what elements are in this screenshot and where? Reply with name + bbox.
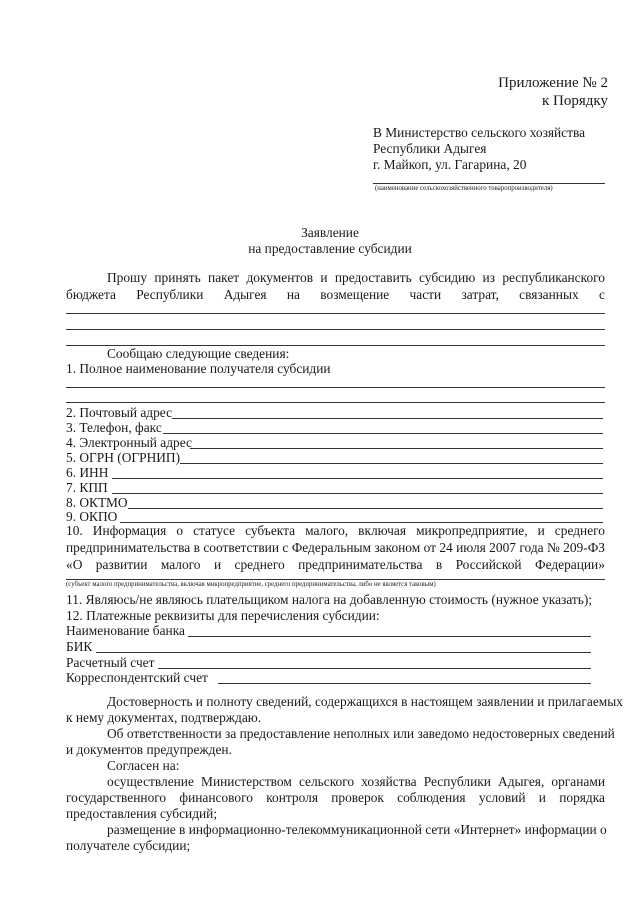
document-subtitle: на предоставление субсидии <box>248 241 412 256</box>
info-intro: Сообщаю следующие сведения: <box>107 346 290 361</box>
item-ogrn: 5. ОГРН (ОГРНИП) <box>66 450 181 465</box>
sme-word: малого <box>160 557 201 572</box>
request-line-1: Прошу принять пакет документов и предоставить субсидию из республиканского <box>107 270 605 285</box>
addressee-line-1: В Министерство сельского хозяйства <box>373 125 586 140</box>
confirm-p1-line-2: к нему документах, подтверждаю. <box>66 710 262 725</box>
item-postal-address: 2. Почтовый адрес <box>66 405 173 420</box>
account-label: Расчетный счет <box>66 655 155 670</box>
applicant-name-caption: (наименование сельскохозяйственного товаропроизводителя) <box>375 185 553 192</box>
request-fill-line-1 <box>66 313 605 314</box>
corr-account-line <box>218 683 591 684</box>
request-word: связанных <box>519 287 579 302</box>
inn-line <box>112 478 603 479</box>
item-oktmo: 8. ОКТМО <box>66 495 128 510</box>
item-inn: 6. ИНН <box>66 465 109 480</box>
sme-word: Российской <box>455 557 522 572</box>
oktmo-line <box>128 508 603 509</box>
appendix-number: Приложение № 2 <box>498 75 608 91</box>
addressee-line-2: Республики Адыгея <box>373 141 487 156</box>
confirm-p3-line-3: предоставления субсидий; <box>66 806 218 821</box>
sme-word: среднего <box>234 557 285 572</box>
request-word: на <box>286 287 300 302</box>
sme-word: Федерации» <box>534 557 605 572</box>
phone-fax-line <box>163 433 603 434</box>
request-word: части <box>409 287 442 302</box>
document-title: Заявление <box>301 225 359 240</box>
full-name-line-2 <box>66 402 605 403</box>
account-line <box>158 668 591 669</box>
item-kpp: 7. КПП <box>66 480 108 495</box>
request-word: с <box>598 287 605 302</box>
bank-name-line <box>188 636 591 637</box>
agree-heading: Согласен на: <box>107 758 180 773</box>
confirm-p3-line-1: осуществление Министерством сельского хозяйства Республики Адыгея, органами <box>107 774 605 789</box>
confirm-p1-line-1: Достоверность и полноту сведений, содержащихся в настоящем заявлении и прилагаемых <box>107 694 623 709</box>
postal-address-line <box>172 418 603 419</box>
item-sme-status-line-3 <box>66 557 605 572</box>
bik-line <box>96 652 591 653</box>
item-sme-status-line-2: предпринимательства в соответствии с Федеральным законом от 24 июля 2007 года № 209-ФЗ <box>66 540 605 555</box>
bank-name-label: Наименование банка <box>66 623 185 638</box>
request-line-2 <box>66 287 605 302</box>
confirm-p2-line-1: Об ответственности за предоставление неполных или заведомо недостоверных сведений <box>107 726 615 741</box>
sme-word: предпринимательства <box>298 557 423 572</box>
confirm-p4-line-2: получателе субсидии; <box>66 838 191 853</box>
kpp-line <box>112 493 603 494</box>
sme-word: «О <box>66 557 83 572</box>
item-sme-status-line-1: 10. Информация о статусе субъекта малого, включая микропредприятие, и среднего <box>66 523 605 538</box>
sme-word: и <box>213 557 222 572</box>
item-phone-fax: 3. Телефон, факс <box>66 420 162 435</box>
sme-status-caption: (субъект малого предпринимательства, включая микропредприятие, среднего предпринимательства, либо не является таковым) <box>66 581 436 588</box>
confirm-p3-line-2: государственного финансового контроля проверок соблюдения условий и порядка <box>66 790 605 805</box>
item-vat: 11. Являюсь/не являюсь плательщиком налога на добавленную стоимость (нужное указать); <box>66 592 593 607</box>
corr-account-label: Корреспондентский счет <box>66 670 208 685</box>
email-line <box>190 448 603 449</box>
item-okpo: 9. ОКПО <box>66 509 118 524</box>
full-name-line-1 <box>66 387 605 388</box>
confirm-p2-line-2: и документов предупрежден. <box>66 742 232 757</box>
sme-word: развитии <box>95 557 148 572</box>
item-full-name: 1. Полное наименование получателя субсидии <box>66 361 331 376</box>
ogrn-line <box>180 463 603 464</box>
confirm-p4-line-1: размещение в информационно-телекоммуникационной сети «Интернет» информации о <box>107 822 607 837</box>
request-word: возмещение <box>320 287 390 302</box>
request-word: Адыгея <box>223 287 267 302</box>
request-word: бюджета <box>66 287 116 302</box>
item-email: 4. Электронный адрес <box>66 435 192 450</box>
sme-status-line <box>66 579 605 580</box>
request-word: Республики <box>136 287 204 302</box>
request-fill-line-2 <box>66 329 605 330</box>
sme-word: в <box>435 557 443 572</box>
applicant-name-line <box>373 183 605 184</box>
appendix-to-order: к Порядку <box>542 93 608 109</box>
bik-label: БИК <box>66 639 93 654</box>
addressee-line-3: г. Майкоп, ул. Гагарина, 20 <box>373 157 527 172</box>
request-word: затрат, <box>461 287 499 302</box>
item-payment-details: 12. Платежные реквизиты для перечисления субсидии: <box>66 608 380 623</box>
